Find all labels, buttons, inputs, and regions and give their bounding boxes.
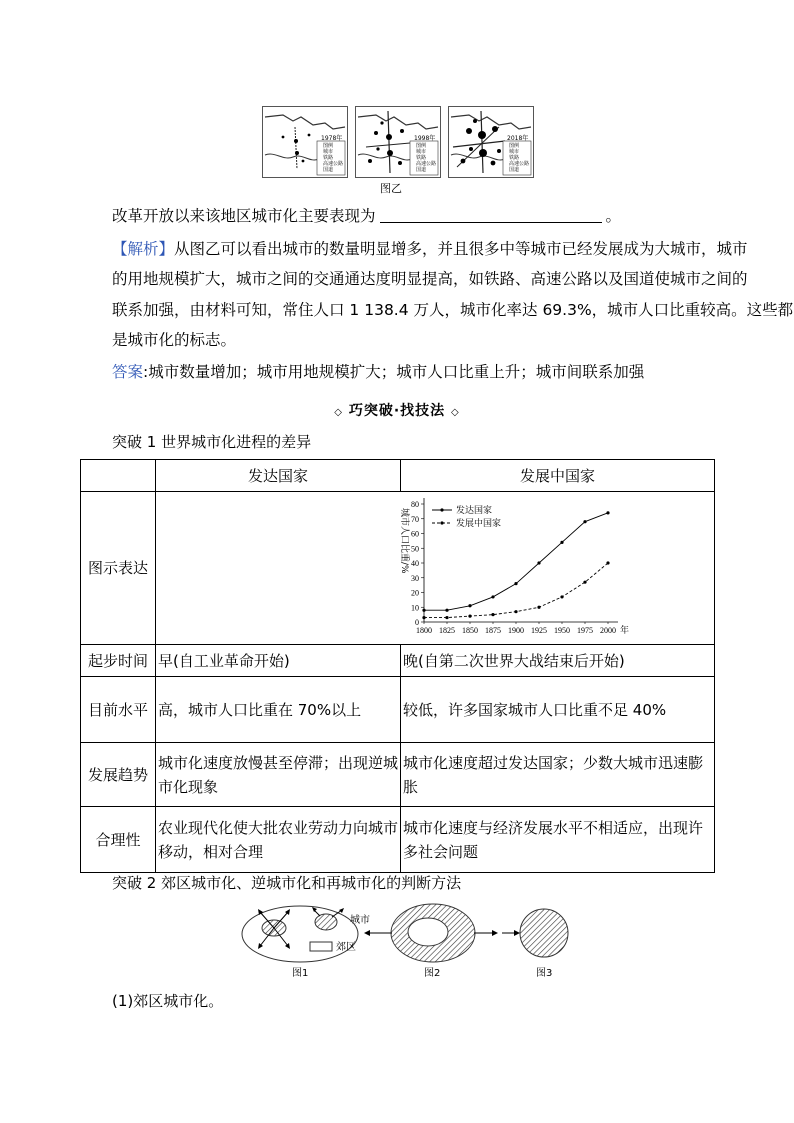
table-row-chart — [81, 492, 715, 645]
data-point — [468, 615, 471, 618]
answer-line — [112, 362, 644, 382]
data-point — [468, 604, 471, 607]
x-tick-label: 1850 — [462, 626, 478, 635]
map-year: 2018年 — [507, 135, 529, 142]
breakthrough-1-title: 突破 1 世界城市化进程的差异 — [112, 433, 312, 451]
fig2-counter-urbanization — [364, 904, 498, 962]
y-tick-label: 40 — [411, 559, 419, 568]
x-tick-label: 1875 — [485, 626, 501, 635]
map-legend: 图例 城市 铁路 高速公路 国道 — [323, 143, 344, 173]
urbanization-diagrams — [240, 902, 570, 980]
table-row — [81, 807, 715, 873]
table-row — [81, 677, 715, 743]
urbanization-line-chart — [156, 492, 790, 637]
cell-developed: 城市化速度放慢甚至停滞；出现逆城市化现象 — [156, 743, 401, 807]
y-tick-label: 30 — [411, 573, 419, 583]
x-tick-label: 1950 — [554, 626, 570, 635]
last-line: (1)郊区城市化。 — [112, 992, 224, 1010]
data-point — [514, 582, 517, 585]
figure-caption: 图乙 — [380, 182, 402, 195]
fig-caption-1: 图1 — [292, 968, 309, 979]
row-label: 发展趋势 — [81, 743, 156, 807]
chart-cell — [156, 492, 715, 645]
cell-developing: 较低，许多国家城市人口比重不足 40% — [401, 677, 715, 743]
legend-marker — [440, 508, 443, 511]
map-year: 1978年 — [321, 135, 343, 142]
row-label: 目前水平 — [81, 677, 156, 743]
x-tick-label: 1800 — [416, 626, 432, 635]
analysis-line-1: 【解析】从图乙可以看出城市的数量明显增多，并且很多中等城市已经发展成为大城市，城市 — [112, 240, 748, 258]
question-text: 改革开放以来该地区城市化主要表现为 — [112, 207, 376, 225]
map-1998 — [355, 106, 441, 178]
cell-developing: 晚(自第二次世界大战结束后开始) — [401, 645, 715, 677]
data-point — [606, 561, 609, 564]
diamond-icon: ◇ — [334, 407, 343, 418]
breakthrough-2-title: 突破 2 郊区城市化、逆城市化和再城市化的判断方法 — [112, 874, 462, 892]
legend-marker — [440, 521, 443, 524]
answer-blank — [380, 208, 602, 223]
legend-suburb: 郊区 — [336, 942, 356, 953]
data-point — [514, 610, 517, 613]
data-point — [537, 561, 540, 564]
header-developing: 发展中国家 — [401, 460, 715, 492]
data-point — [491, 595, 494, 598]
data-point — [537, 606, 540, 609]
header-developed: 发达国家 — [156, 460, 401, 492]
cell-developed: 农业现代化使大批农业劳动力向城市移动，相对合理 — [156, 807, 401, 873]
answer-text: :城市数量增加；城市用地规模扩大；城市人口比重上升；城市间联系加强 — [143, 363, 645, 381]
x-tick-label: 1825 — [439, 626, 455, 635]
map-legend: 图例 城市 铁路 高速公路 国道 — [509, 143, 530, 173]
series-line — [424, 513, 608, 610]
x-tick-label: 1975 — [577, 626, 593, 635]
map-legend: 图例 城市 铁路 高速公路 国道 — [416, 143, 437, 173]
table-row — [81, 645, 715, 677]
data-point — [560, 541, 563, 544]
answer-tag: 答案 — [112, 363, 144, 381]
data-point — [560, 595, 563, 598]
question-line — [112, 206, 621, 226]
y-axis-label: 城市人口比重/% — [399, 508, 409, 574]
analysis-line-2: 的用地规模扩大，城市之间的交通通达度明显提高，如铁路、高速公路以及国道使城市之间的 — [112, 270, 748, 288]
fig-caption-3: 图3 — [536, 968, 553, 979]
row-label: 起步时间 — [81, 645, 156, 677]
comparison-table — [80, 459, 715, 873]
analysis-line-3: 联系加强，由材料可知，常住人口 1 138.4 万人，城市化率达 69.3%，城市人口比重较高。这些都 — [112, 301, 794, 319]
x-tick-label: 2000 — [600, 626, 616, 635]
table-row — [81, 743, 715, 807]
fig3-reurbanization — [502, 909, 570, 957]
data-point — [445, 616, 448, 619]
row-label: 合理性 — [81, 807, 156, 873]
map-year: 1998年 — [414, 135, 436, 142]
diamond-icon: ◇ — [451, 407, 460, 418]
cell-developed: 早(自工业革命开始) — [156, 645, 401, 677]
legend-label: 发达国家 — [456, 506, 493, 516]
row-label: 图示表达 — [81, 492, 156, 645]
data-point — [422, 609, 425, 612]
data-point — [445, 609, 448, 612]
cell-developing: 城市化速度超过发达国家；少数大城市迅速膨胀 — [401, 743, 715, 807]
analysis-tag: 【解析】 — [112, 240, 175, 258]
fig-caption-2: 图2 — [424, 968, 441, 979]
y-tick-label: 60 — [411, 529, 419, 539]
fig1-suburbanization — [242, 906, 358, 962]
map-1978 — [262, 106, 348, 178]
y-tick-label: 80 — [411, 500, 419, 509]
x-tick-label: 1925 — [531, 626, 547, 635]
question-end: 。 — [605, 207, 622, 225]
data-point — [491, 613, 494, 616]
legend-label: 发展中国家 — [456, 519, 502, 529]
y-tick-label: 50 — [411, 544, 419, 554]
data-point — [606, 511, 609, 514]
y-tick-label: 10 — [411, 603, 419, 613]
legend-city: 城市 — [350, 915, 370, 926]
data-point — [422, 616, 425, 619]
analysis-line-4: 是城市化的标志。 — [112, 331, 237, 349]
y-tick-label: 0 — [415, 618, 419, 627]
x-axis-label: 年 — [620, 626, 630, 636]
cell-developed: 高，城市人口比重在 70%以上 — [156, 677, 401, 743]
table-header-row — [81, 460, 715, 492]
map-2018 — [448, 106, 534, 178]
y-tick-label: 70 — [411, 514, 419, 524]
y-tick-label: 20 — [411, 588, 419, 598]
cell-developing: 城市化速度与经济发展水平不相适应，出现许多社会问题 — [401, 807, 715, 873]
section-title: ◇ 巧突破·找技法 ◇ — [334, 403, 460, 419]
x-tick-label: 1900 — [508, 626, 524, 635]
data-point — [583, 581, 586, 584]
data-point — [583, 520, 586, 523]
